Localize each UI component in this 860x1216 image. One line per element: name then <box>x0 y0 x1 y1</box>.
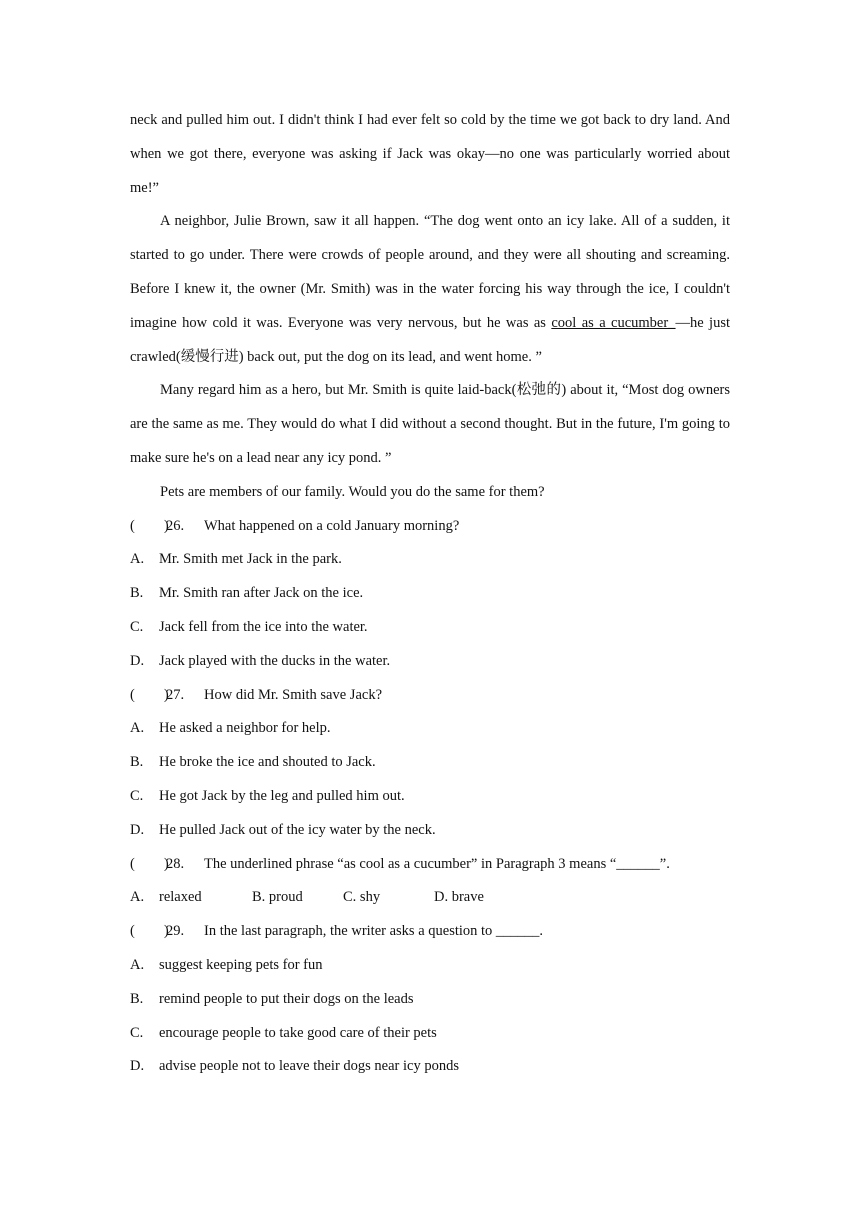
passage-paragraph-1: neck and pulled him out. I didn't think I had ever felt so cold by the time we got back to dry land. And when we got there, everyone was asking if Jack was okay—no one was particularly worried about me!” <box>130 112 730 196</box>
question-stem <box>130 848 730 882</box>
option-d: D. advise people not to leave their dogs near icy ponds <box>130 1058 459 1075</box>
question-text: The underlined phrase “as cool as a cucumber” in Paragraph 3 means “______”. <box>204 855 670 872</box>
question-text: How did Mr. Smith save Jack? <box>204 686 383 703</box>
answer-blank[interactable]: ( ) <box>130 517 169 534</box>
question-number: 28. <box>166 855 185 872</box>
option-a: A. suggest keeping pets for fun <box>130 956 323 973</box>
question-28 <box>130 848 730 916</box>
question-number: 27. <box>166 686 185 703</box>
answer-blank[interactable]: ( ) <box>130 923 169 940</box>
option-d: D. He pulled Jack out of the icy water by the neck. <box>130 821 436 838</box>
option-a: A. Mr. Smith met Jack in the park. <box>130 551 342 568</box>
question-number: 26. <box>166 517 185 534</box>
question-number: 29. <box>166 923 185 940</box>
question-27 <box>130 679 730 848</box>
option-a: A. relaxed <box>130 889 202 906</box>
answer-blank[interactable]: ( ) <box>130 855 169 872</box>
paragraph-2-text-end: —he just crawled(缓慢行进) back out, put the dog on its lead, and went home. ” <box>130 314 730 365</box>
paragraph-2-text-start: A neighbor, Julie Brown, saw it all happen. “The dog went onto an icy lake. All of a sudden, it started to go under. There were crowds of people around, and they were all shouting and screaming. Before I knew it, the owner (Mr. Smith) was in the water forcing his way through the ice, I couldn't imagine how cold it was. Everyone was very nervous, but he was as <box>130 213 730 331</box>
option-c: C. He got Jack by the leg and pulled him out. <box>130 787 405 804</box>
passage-paragraph-2 <box>130 205 730 374</box>
passage-paragraph-4: Pets are members of our family. Would you do the same for them? <box>160 483 545 500</box>
question-stem <box>130 679 730 713</box>
option-c: C. shy <box>343 889 381 906</box>
option-d: D. brave <box>434 889 484 906</box>
underlined-phrase: cool as a cucumber_ <box>551 314 676 331</box>
option-a: A. He asked a neighbor for help. <box>130 720 331 737</box>
question-stem <box>130 510 730 544</box>
option-c: C. encourage people to take good care of their pets <box>130 1024 437 1041</box>
option-b: B. proud <box>252 889 303 906</box>
option-b: B. remind people to put their dogs on the leads <box>130 990 414 1007</box>
passage-paragraph-3: Many regard him as a hero, but Mr. Smith is quite laid-back(松弛的) about it, “Most dog owners are the same as me. They would do what I did without a second thought. But in the future, I'm going to make sure he's on a lead near any icy pond. ” <box>130 382 730 466</box>
inline-options <box>130 881 730 915</box>
option-b: B. Mr. Smith ran after Jack on the ice. <box>130 585 364 602</box>
document-page <box>130 104 730 1084</box>
question-stem <box>130 915 730 949</box>
option-b: B. He broke the ice and shouted to Jack. <box>130 754 376 771</box>
question-26 <box>130 510 730 679</box>
answer-blank[interactable]: ( ) <box>130 686 169 703</box>
option-c: C. Jack fell from the ice into the water. <box>130 618 368 635</box>
question-29 <box>130 915 730 1084</box>
question-text: What happened on a cold January morning? <box>204 517 460 534</box>
option-d: D. Jack played with the ducks in the water. <box>130 652 391 669</box>
question-text: In the last paragraph, the writer asks a question to ______. <box>204 923 544 940</box>
